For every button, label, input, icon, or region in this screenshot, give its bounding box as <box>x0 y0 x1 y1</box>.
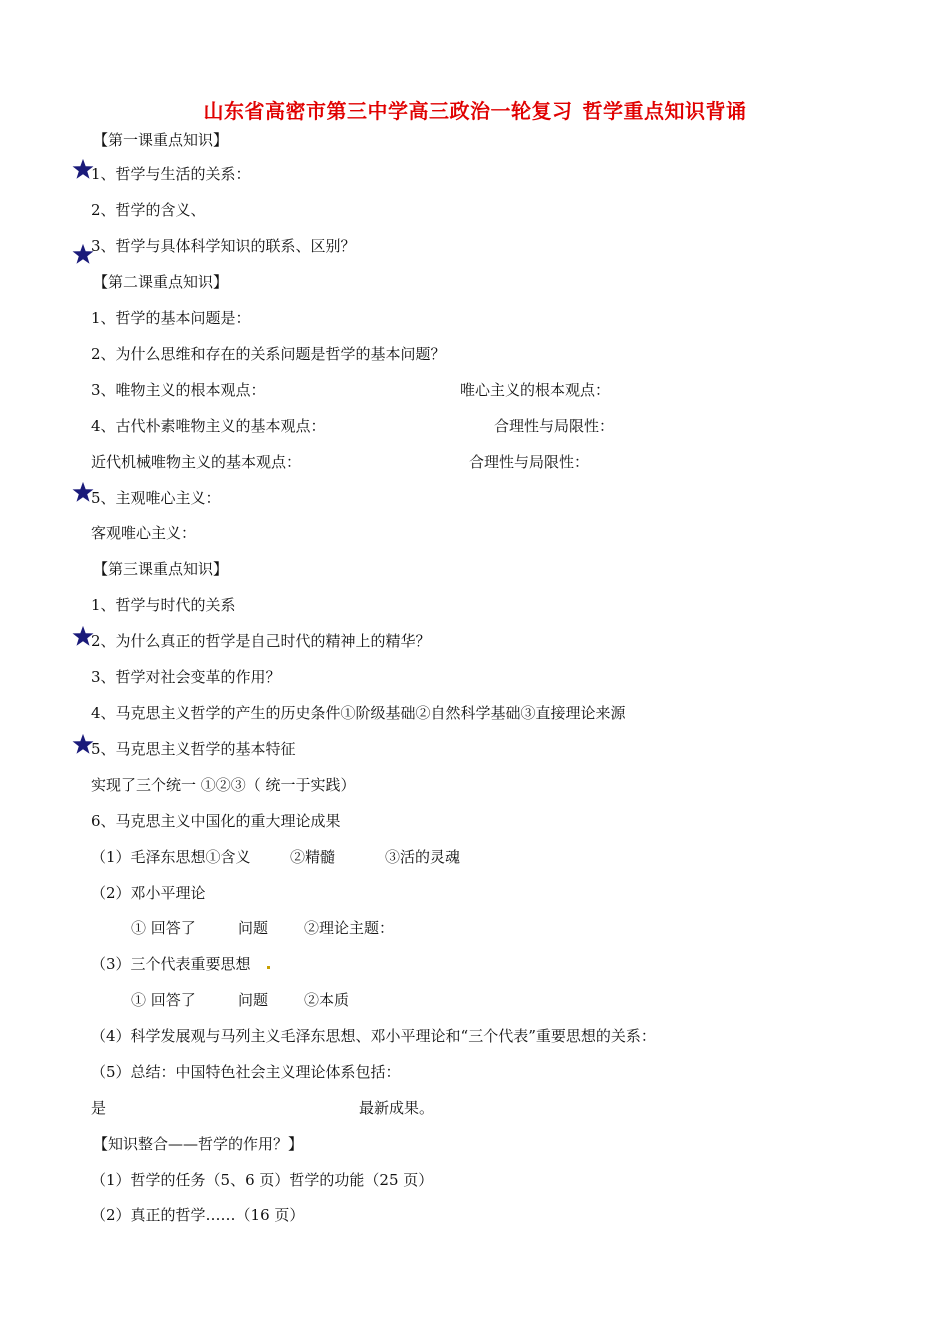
integration-i1: （1）哲学的任务（5、6 页）哲学的功能（25 页） <box>91 1171 434 1189</box>
lesson3-q4: 4、马克思主义哲学的产生的历史条件①阶级基础②自然科学基础③直接理论来源 <box>91 704 626 722</box>
star-icon <box>72 243 94 265</box>
lesson3-q6-2c: ②理论主题： <box>304 919 395 937</box>
lesson3-q6-1c: ③活的灵魂 <box>385 848 461 866</box>
page-title <box>0 97 950 125</box>
lesson3-q6-3: （3）三个代表重要思想 <box>91 955 251 973</box>
lesson2-q3a: 3、唯物主义的根本观点： <box>91 381 266 399</box>
lesson2-q2: 2、为什么思维和存在的关系问题是哲学的基本问题？ <box>91 345 446 363</box>
lesson3-q6: 6、马克思主义中国化的重大理论成果 <box>91 812 341 830</box>
lesson2-q1: 1、哲学的基本问题是： <box>91 309 251 327</box>
lesson3-q1: 1、哲学与时代的关系 <box>91 596 236 614</box>
lesson2-q4a: 4、古代朴素唯物主义的基本观点： <box>91 417 326 435</box>
lesson1-q3: 3、哲学与具体科学知识的联系、区别？ <box>91 237 356 255</box>
lesson3-q6-2b: 问题 <box>238 919 269 937</box>
lesson3-q5: 5、马克思主义哲学的基本特征 <box>91 740 296 758</box>
integration-header: 【知识整合——哲学的作用？】 <box>93 1135 304 1153</box>
lesson3-q6-3a: ① 回答了 <box>131 991 196 1009</box>
integration-i2: （2）真正的哲学……（16 页） <box>91 1206 305 1224</box>
lesson2-q5a: 5、主观唯心主义： <box>91 489 221 507</box>
lesson3-q6-2a: ① 回答了 <box>131 919 196 937</box>
lesson3-q6-3b: 问题 <box>238 991 269 1009</box>
lesson3-q6-1a: （1）毛泽东思想①含义 <box>91 848 251 866</box>
lesson3-q6-1b: ②精髓 <box>290 848 336 866</box>
title-part1: 山东省高密市第三中学高三政治一轮复习 <box>203 99 573 123</box>
lesson2-header: 【第二课重点知识】 <box>93 273 229 291</box>
lesson3-q6-5b: 最新成果。 <box>359 1099 435 1117</box>
lesson3-q6-3c: ②本质 <box>304 991 350 1009</box>
lesson3-q3: 3、哲学对社会变革的作用？ <box>91 668 281 686</box>
lesson2-q5b: 客观唯心主义： <box>91 524 197 542</box>
marker-dot <box>267 966 270 969</box>
lesson3-q6-4: （4）科学发展观与马列主义毛泽东思想、邓小平理论和“三个代表”重要思想的关系： <box>91 1027 656 1045</box>
lesson3-q2: 2、为什么真正的哲学是自己时代的精神上的精华？ <box>91 632 431 650</box>
lesson3-q6-5: （5）总结：中国特色社会主义理论体系包括： <box>91 1063 401 1081</box>
lesson1-q2: 2、哲学的含义、 <box>91 201 206 219</box>
lesson1-header: 【第一课重点知识】 <box>93 131 229 149</box>
lesson3-header: 【第三课重点知识】 <box>93 560 229 578</box>
lesson2-q4c: 近代机械唯物主义的基本观点： <box>91 453 302 471</box>
lesson2-q4d: 合理性与局限性： <box>469 453 590 471</box>
lesson2-q3b: 唯心主义的根本观点： <box>460 381 611 399</box>
lesson3-q6-5a: 是 <box>91 1099 107 1117</box>
lesson2-q4b: 合理性与局限性： <box>494 417 615 435</box>
lesson1-q1: 1、哲学与生活的关系： <box>91 165 251 183</box>
lesson3-q6-2: （2）邓小平理论 <box>91 884 206 902</box>
lesson3-q5sub: 实现了三个统一 ①②③（ 统一于实践） <box>91 776 356 794</box>
title-part2: 哲学重点知识背诵 <box>582 99 747 123</box>
